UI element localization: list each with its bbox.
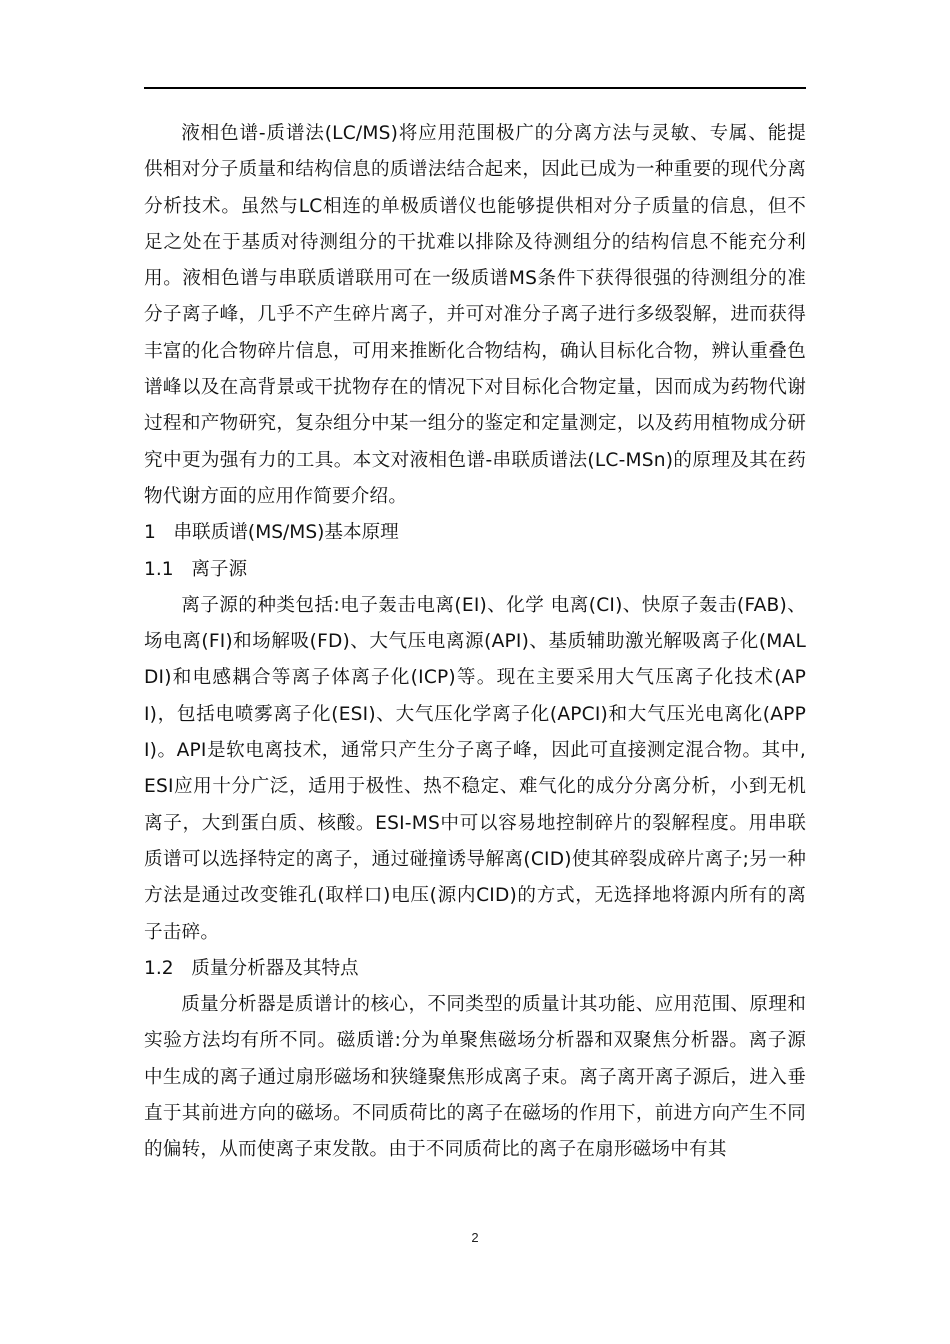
- section-heading-1-1: 1.1 离子源: [144, 558, 248, 580]
- section-heading-1: 1 串联质谱(MS/MS)基本原理: [144, 522, 399, 544]
- section-heading-1-2: 1.2 质量分析器及其特点: [144, 957, 359, 979]
- paragraph-intro: 液相色谱-质谱法(LC/MS)将应用范围极广的分离方法与灵敏、专属、能提供相对分子质量和结构信息的质谱法结合起来，因此已成为一种重要的现代分离分析技术。虽然与LC相连的单极质谱仪也能够提供相对分子质量的信息，但不足之处在于基质对待测组分的干扰难以排除及待测组分的结构信息不能充分利用。液相色谱与串联质谱联用可在一级质谱MS条件下获得很强的待测组分的准分子离子峰，几乎不产生碎片离子，并可对准分子离子进行多级裂解，进而获得丰富的化合物碎片信息，可用来推断化合物结构，确认目标化合物，辨认重叠色谱峰以及在高背景或干扰物存在的情况下对目标化合物定量，因而成为药物代谢过程和产物研究，复杂组分中某一组分的鉴定和定量测定，以及药用植物成分研究中更为强有力的工具。本文对液相色谱-串联质谱法(LC-MSn)的原理及其在药物代谢方面的应用作简要介绍。: [144, 123, 806, 507]
- page-number: 2: [471, 1230, 479, 1245]
- paragraph-mass-analyzer: 质量分析器是质谱计的核心，不同类型的质量计其功能、应用范围、原理和实验方法均有所不同。磁质谱:分为单聚焦磁场分析器和双聚焦分析器。离子源中生成的离子通过扇形磁场和狭缝聚焦形成离子束。离子离开离子源后，进入垂直于其前进方向的磁场。不同质荷比的离子在磁场的作用下，前进方向产生不同的偏转，从而使离子束发散。由于不同质荷比的离子在扇形磁场中有其: [144, 994, 806, 1161]
- header-rule: [144, 87, 806, 89]
- paragraph-ion-source: 离子源的种类包括:电子轰击电离(EI)、化学 电离(CI)、快原子轰击(FAB)、场电离(FI)和场解吸(FD)、大气压电离源(API)、基质辅助激光解吸离子化(MALDI)和电感耦合等离子体离子化(ICP)等。现在主要采用大气压离子化技术(API)，包括电喷雾离子化(ESI)、大气压化学离子化(APCI)和大气压光电离化(APPI)。API是软电离技术，通常只产生分子离子峰，因此可直接测定混合物。其中,ESI应用十分广泛，适用于极性、热不稳定、难气化的成分分离分析，小到无机离子，大到蛋白质、核酸。ESI-MS中可以容易地控制碎片的裂解程度。用串联质谱可以选择特定的离子，通过碰撞诱导解离(CID)使其碎裂成碎片离子;另一种方法是通过改变锥孔(取样口)电压(源内CID)的方式，无选择地将源内所有的离子击碎。: [144, 594, 806, 943]
- document-body: [144, 116, 806, 1169]
